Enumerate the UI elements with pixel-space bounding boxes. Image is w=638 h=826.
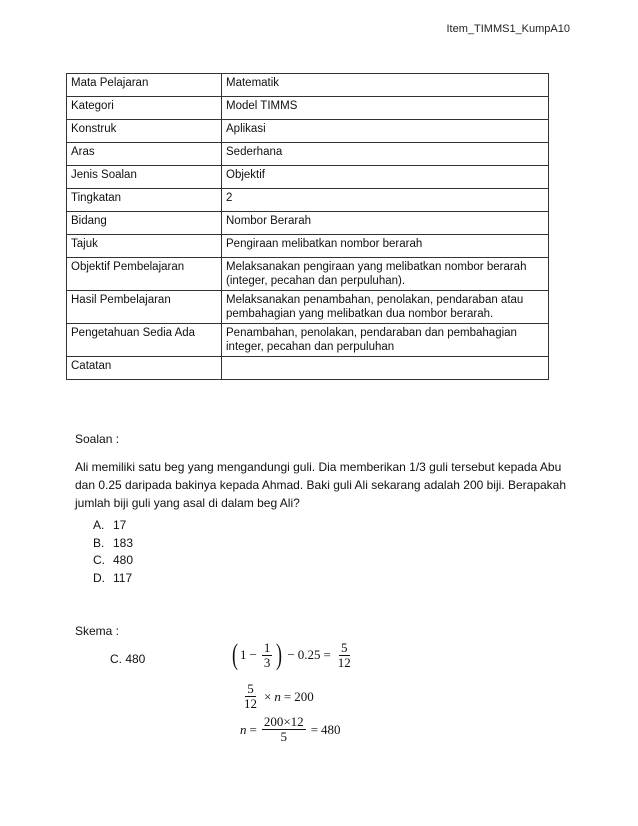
info-key: Aras: [67, 143, 222, 166]
info-row: [67, 97, 549, 120]
info-key: Konstruk: [67, 120, 222, 143]
info-value: Penambahan, penolakan, pendaraban dan pembahagian integer, pecahan dan perpuluhan: [222, 324, 549, 357]
info-key: Bidang: [67, 212, 222, 235]
info-value: 2: [222, 189, 549, 212]
option-d: D. 117: [93, 570, 133, 585]
working-line-2: $\frac{5}{12}$ × n = 200: [244, 681, 314, 711]
info-key: Hasil Pembelajaran: [67, 291, 222, 324]
document-id: Item_TIMMS1_KumpA10: [446, 23, 570, 35]
info-key: Jenis Soalan: [67, 166, 222, 189]
info-row: [67, 189, 549, 212]
info-key: Catatan: [67, 357, 222, 380]
working-line-3: n = $\frac{200\times 12}{5}$ = 480: [240, 714, 341, 744]
info-row: [67, 74, 549, 97]
info-table: [66, 73, 549, 380]
info-key: Tingkatan: [67, 189, 222, 212]
info-row: [67, 120, 549, 143]
info-row: [67, 357, 549, 380]
info-row: [67, 291, 549, 324]
answer-options: [93, 516, 133, 586]
info-row: [67, 258, 549, 291]
working-line-1: ( 1 − $\frac{1}{3}$ ) − 0.25 = $\frac{5}{12}$: [232, 638, 351, 671]
scheme-label: Skema :: [75, 624, 120, 638]
info-value: Matematik: [222, 74, 549, 97]
info-row: [67, 212, 549, 235]
option-c: C. 480: [93, 553, 134, 567]
info-value: Pengiraan melibatkan nombor berarah: [222, 235, 549, 258]
info-value: Nombor Berarah: [222, 212, 549, 235]
question-text: Ali memiliki satu beg yang mengandungi guli. Dia memberikan 1/3 guli tersebut kepada Abu dan 0.25 daripada bakinya kepada Ahmad. Baki guli Ali sekarang adalah 200 biji. Berapakah jumlah biji guli yang asal di dalam beg Ali?: [75, 460, 567, 510]
info-value: Objektif: [222, 166, 549, 189]
scheme-answer: C. 480: [110, 652, 146, 666]
info-key: Mata Pelajaran: [67, 74, 222, 97]
info-value: Model TIMMS: [222, 97, 549, 120]
info-row: [67, 143, 549, 166]
info-value: [222, 357, 549, 380]
question-label: Soalan :: [75, 432, 120, 446]
info-key: Kategori: [67, 97, 222, 120]
info-value: Melaksanakan pengiraan yang melibatkan nombor berarah (integer, pecahan dan perpuluhan).: [222, 258, 549, 291]
info-key: Tajuk: [67, 235, 222, 258]
info-row: [67, 166, 549, 189]
info-key: Pengetahuan Sedia Ada: [67, 324, 222, 357]
option-b: B. 183: [93, 535, 134, 550]
info-value: Sederhana: [222, 143, 549, 166]
option-a: A. 17: [93, 518, 127, 532]
info-key: Objektif Pembelajaran: [67, 258, 222, 291]
info-row: [67, 324, 549, 357]
info-row: [67, 235, 549, 258]
info-value: Melaksanakan penambahan, penolakan, pendaraban atau pembahagian yang melibatkan dua nombor berarah.: [222, 291, 549, 324]
info-value: Aplikasi: [222, 120, 549, 143]
